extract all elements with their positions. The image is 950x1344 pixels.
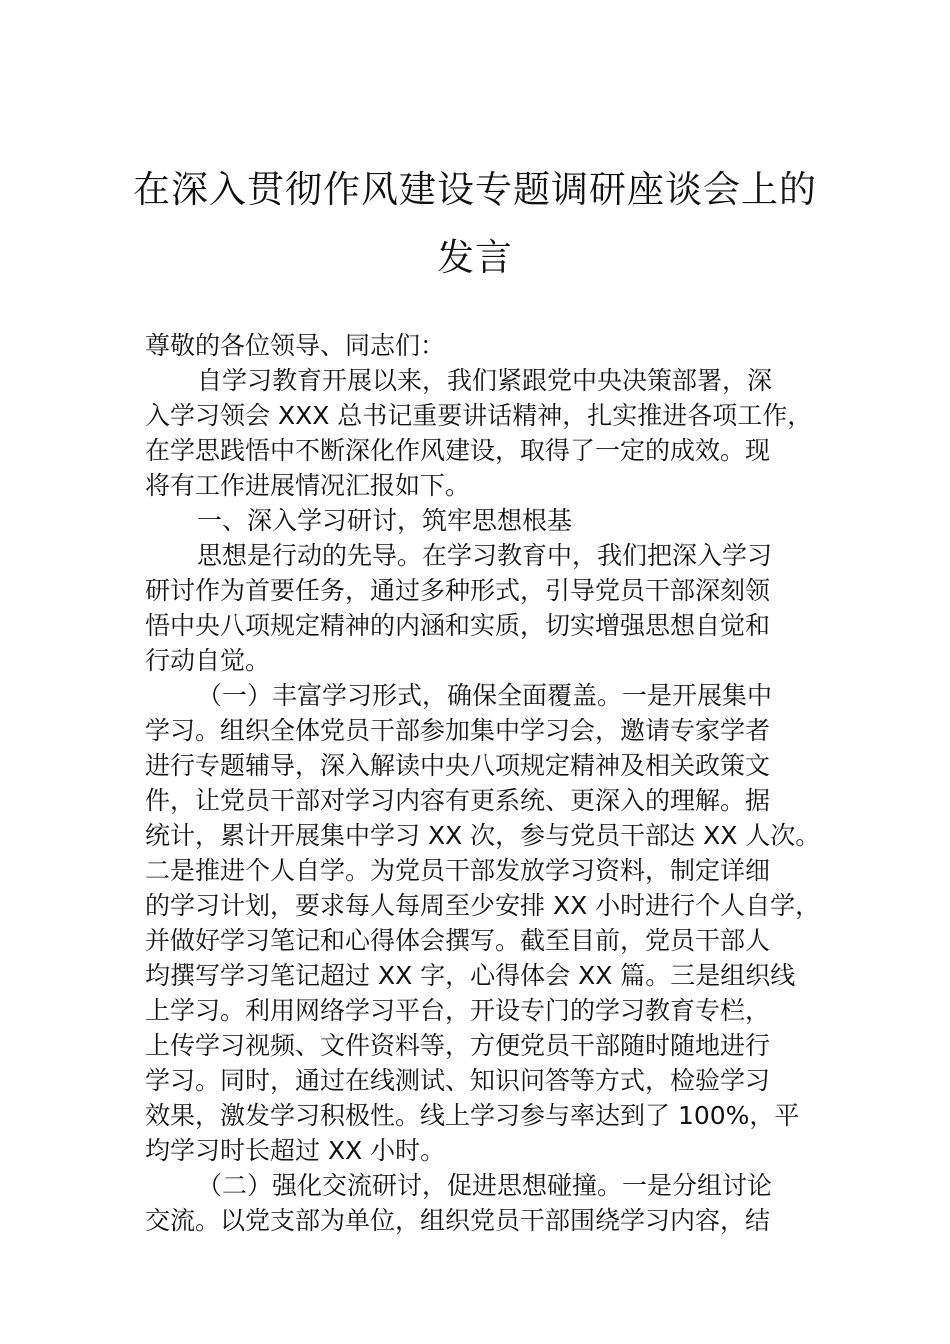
document-text-line: 在学思践悟中不断深化作风建设，取得了一定的成效。现	[145, 436, 771, 465]
document-text-line: 研讨作为首要任务，通过多种形式，引导党员干部深刻领	[145, 576, 771, 605]
document-text-line: 尊敬的各位领导、同志们：	[145, 331, 446, 360]
document-text-line: 上学习。利用网络学习平台，开设专门的学习教育专栏，	[145, 996, 771, 1025]
document-text-line: 将有工作进展情况汇报如下。	[145, 471, 471, 500]
document-text-line: （一）丰富学习形式，确保全面覆盖。一是开展集中	[197, 681, 773, 710]
document-text-line: 均撰写学习笔记超过 XX 字，心得体会 XX 篇。三是组织线	[145, 961, 796, 990]
document-text-line: 学习。组织全体党员干部参加集中学习会，邀请专家学者	[145, 716, 771, 745]
document-text-line: 一、深入学习研讨，筑牢思想根基	[197, 506, 573, 535]
document-text-line: 上传学习视频、文件资料等，方便党员干部随时随地进行	[145, 1031, 771, 1060]
document-text-line: 并做好学习笔记和心得体会撰写。截至目前，党员干部人	[145, 926, 771, 955]
document-text-line: 悟中央八项规定精神的内涵和实质，切实增强思想自觉和	[145, 611, 771, 640]
document-text-line: 均学习时长超过 XX 小时。	[145, 1136, 446, 1165]
document-text-line: 统计，累计开展集中学习 XX 次，参与党员干部达 XX 人次。	[145, 821, 821, 850]
document-text-line: （二）强化交流研讨，促进思想碰撞。一是分组讨论	[197, 1171, 773, 1200]
document-text-line: 二是推进个人自学。为党员干部发放学习资料，制定详细	[145, 856, 771, 885]
document-title-line-1: 在深入贯彻作风建设专题调研座谈会上的	[133, 168, 817, 211]
document-text-line: 效果，激发学习积极性。线上学习参与率达到了 100%，平	[145, 1101, 800, 1130]
document-text-line: 思想是行动的先导。在学习教育中，我们把深入学习	[197, 541, 773, 570]
document-text-line: 交流。以党支部为单位，组织党员干部围绕学习内容，结	[145, 1206, 771, 1235]
document-text-line: 自学习教育开展以来，我们紧跟党中央决策部署，深	[197, 366, 773, 395]
document-text-line: 的学习计划，要求每人每周至少安排 XX 小时进行个人自学，	[145, 891, 821, 920]
document-text-line: 行动自觉。	[145, 646, 271, 675]
document-title-line-2: 发言	[437, 236, 513, 279]
document-text-line: 件，让党员干部对学习内容有更系统、更深入的理解。据	[145, 786, 771, 815]
document-text-line: 进行专题辅导，深入解读中央八项规定精神及相关政策文	[145, 751, 771, 780]
document-text-line: 入学习领会 XXX 总书记重要讲话精神，扎实推进各项工作，	[145, 401, 813, 430]
document-body	[145, 328, 865, 1238]
document-text-line: 学习。同时，通过在线测试、知识问答等方式，检验学习	[145, 1066, 771, 1095]
